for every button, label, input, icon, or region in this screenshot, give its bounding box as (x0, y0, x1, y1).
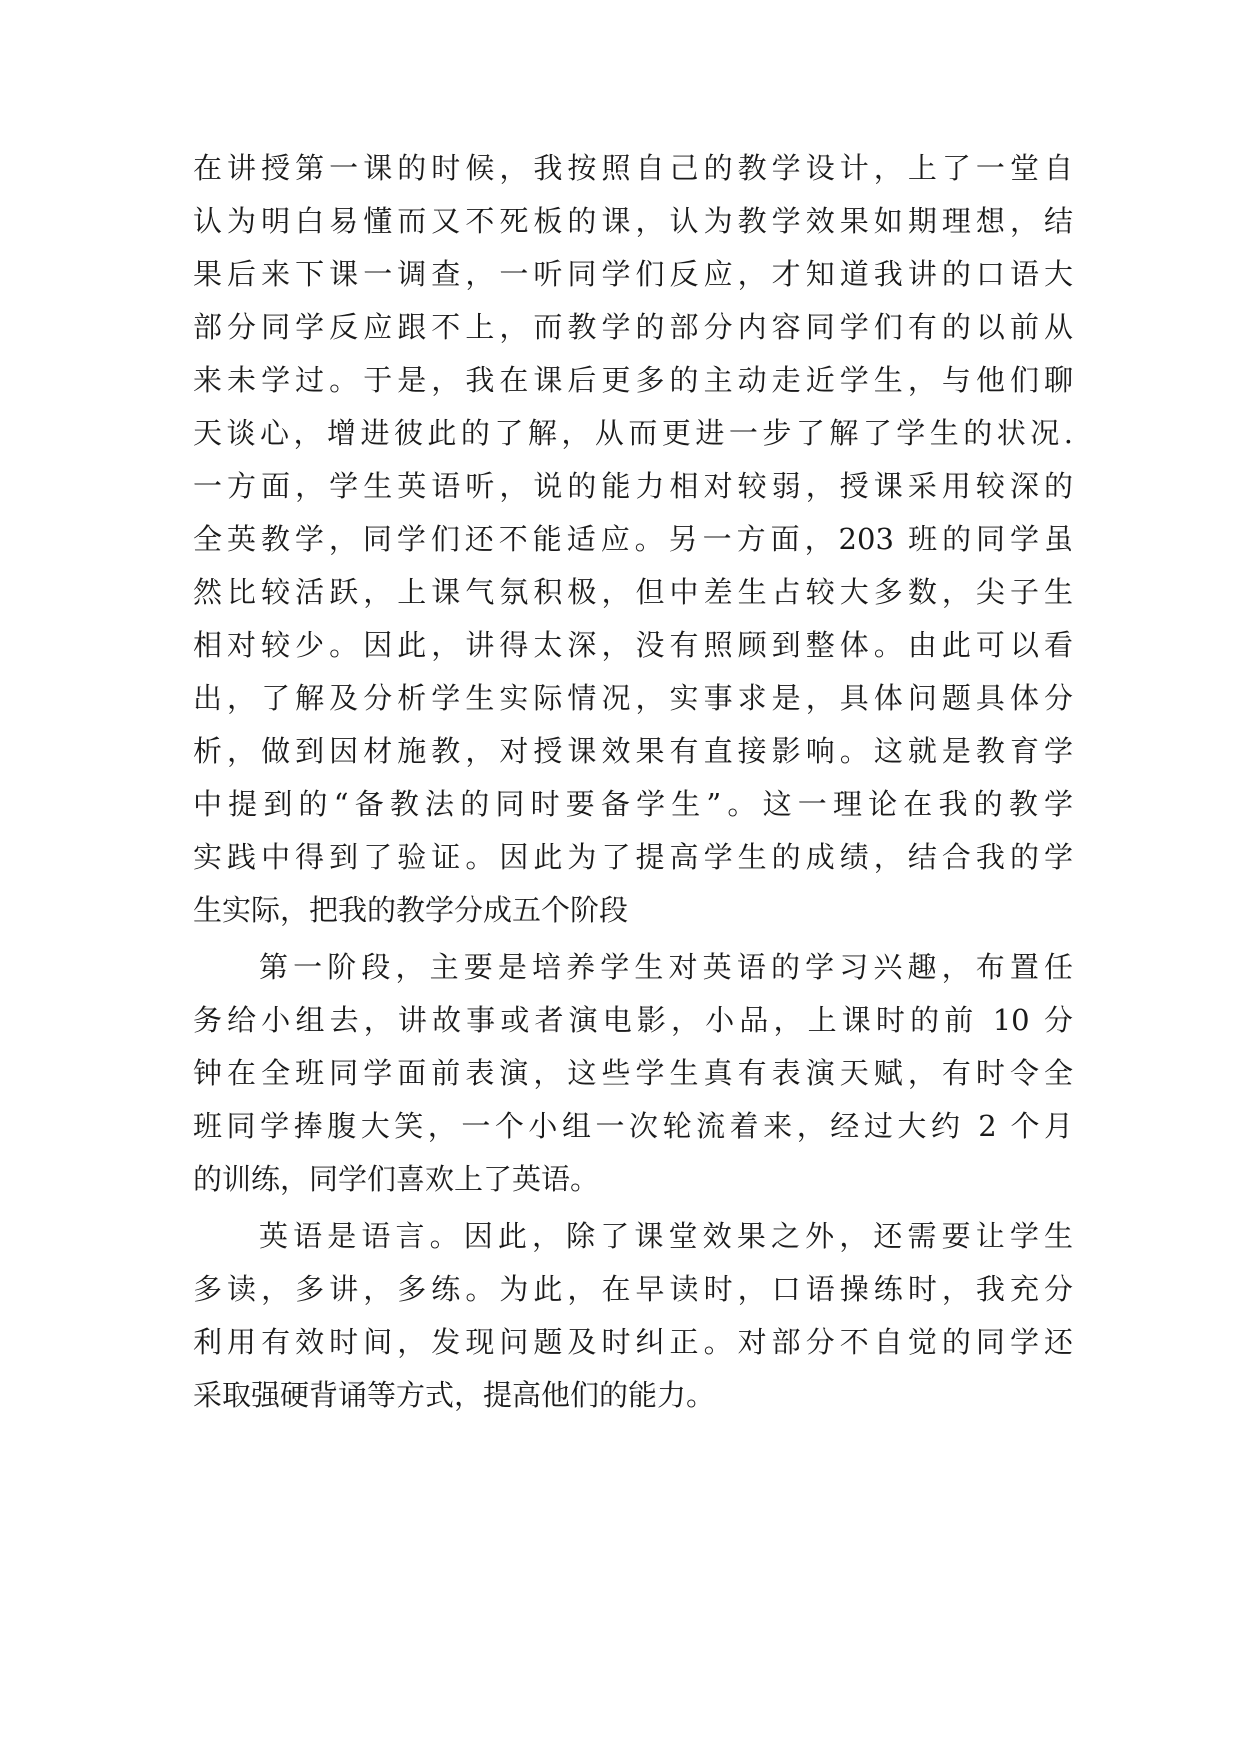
text-line: 中提到的“备教法的同时要备学生”。这一理论在我的教学 (193, 787, 1073, 821)
text-line: 全英教学，同学们还不能适应。另一方面，203 班的同学虽 (193, 522, 1073, 556)
text-line: 然比较活跃，上课气氛积极，但中差生占较大多数，尖子生 (193, 575, 1073, 609)
text-line: 务给小组去，讲故事或者演电影，小品，上课时的前 10 分 (193, 1003, 1073, 1037)
text-line: 英语是语言。因此，除了课堂效果之外，还需要让学生 (259, 1219, 1073, 1253)
text-line: 多读，多讲，多练。为此，在早读时，口语操练时，我充分 (193, 1272, 1073, 1306)
text-line: 相对较少。因此，讲得太深，没有照顾到整体。由此可以看 (193, 628, 1073, 662)
text-line: 在讲授第一课的时候，我按照自己的教学设计，上了一堂自 (193, 151, 1073, 185)
text-line: 认为明白易懂而又不死板的课，认为教学效果如期理想，结 (193, 204, 1073, 238)
text-line: 果后来下课一调查，一听同学们反应，才知道我讲的口语大 (193, 257, 1073, 291)
text-line: 采取强硬背诵等方式，提高他们的能力。 (193, 1378, 716, 1412)
text-line: 天谈心，增进彼此的了解，从而更进一步了解了学生的状况. (193, 416, 1073, 450)
text-line: 来未学过。于是，我在课后更多的主动走近学生，与他们聊 (193, 363, 1073, 397)
text-line: 生实际，把我的教学分成五个阶段 (193, 893, 629, 927)
text-line: 第一阶段，主要是培养学生对英语的学习兴趣，布置任 (259, 950, 1073, 984)
text-line: 出，了解及分析学生实际情况，实事求是，具体问题具体分 (193, 681, 1073, 715)
text-line: 实践中得到了验证。因此为了提高学生的成绩，结合我的学 (193, 840, 1073, 874)
text-line: 钟在全班同学面前表演，这些学生真有表演天赋，有时令全 (193, 1056, 1073, 1090)
text-line: 的训练，同学们喜欢上了英语。 (193, 1162, 600, 1196)
text-line: 一方面，学生英语听，说的能力相对较弱，授课采用较深的 (193, 469, 1073, 503)
text-line: 部分同学反应跟不上，而教学的部分内容同学们有的以前从 (193, 310, 1073, 344)
text-line: 班同学捧腹大笑，一个小组一次轮流着来，经过大约 2 个月 (193, 1109, 1073, 1143)
text-line: 析，做到因材施教，对授课效果有直接影响。这就是教育学 (193, 734, 1073, 768)
text-line: 利用有效时间，发现问题及时纠正。对部分不自觉的同学还 (193, 1325, 1073, 1359)
